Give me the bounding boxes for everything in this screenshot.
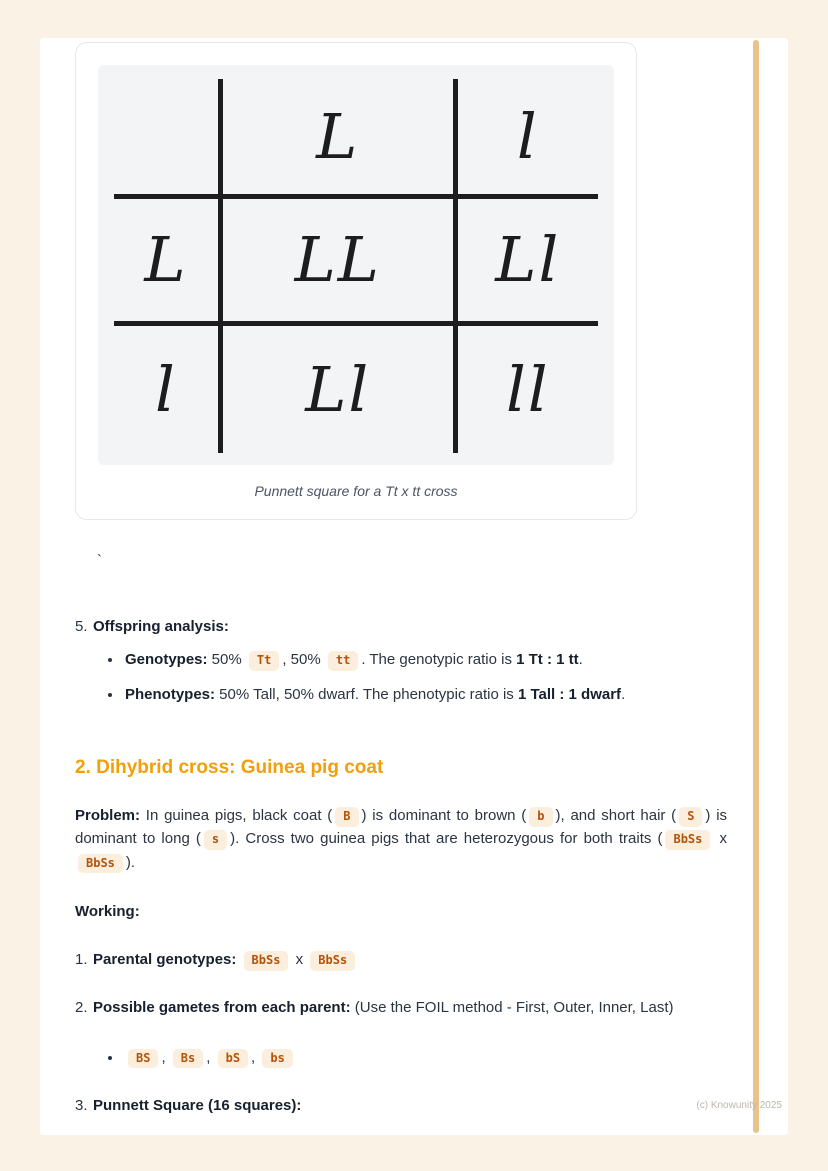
working-label-text: Working: xyxy=(75,902,140,920)
document-content xyxy=(75,615,727,1117)
step-possible-gametes xyxy=(75,996,727,1069)
punnett-col-header-1: L xyxy=(223,79,458,199)
punnett-cell-1-1: LL xyxy=(223,199,458,326)
genotypes-text-3: . The genotypic ratio is xyxy=(361,651,517,669)
problem-text-3: ), and short hair ( xyxy=(555,807,677,825)
punnett-cell-2-1: Ll xyxy=(223,326,458,453)
bullet-phenotypes xyxy=(123,683,727,706)
list-marker: 5. xyxy=(75,618,88,635)
problem-text-5: ). Cross two guinea pigs that are heterozygous for both traits ( xyxy=(230,830,663,848)
problem-text-2: ) is dominant to brown ( xyxy=(361,807,527,825)
list-item-body xyxy=(93,615,727,717)
punnett-figure-card xyxy=(75,42,637,520)
gametes-label: Possible gametes from each parent: xyxy=(93,999,351,1017)
problem-text-4: ) is dominant to long ( xyxy=(75,807,728,848)
parental-genotypes-label: Parental genotypes: xyxy=(93,951,237,969)
code-chip-parent-1: BbSs xyxy=(244,951,289,971)
problem-paragraph xyxy=(75,804,727,874)
punnett-cell-2-2: ll xyxy=(505,352,550,426)
punnett-corner-cell xyxy=(114,79,223,199)
phenotypes-label: Phenotypes: xyxy=(125,685,216,703)
footer-credit: (c) Knowunity 2025 xyxy=(696,1100,782,1111)
gametes-list xyxy=(123,1046,727,1069)
code-chip-BS: BS xyxy=(128,1049,158,1069)
step-marker-1: 1. xyxy=(75,951,88,969)
step-body-2 xyxy=(93,996,727,1069)
step-punnett-square-16 xyxy=(75,1094,727,1117)
punnett-square-16-label: Punnett Square (16 squares): xyxy=(93,1096,302,1114)
code-chip-S: S xyxy=(679,807,702,827)
working-label xyxy=(75,900,727,923)
code-chip-BbSs-1: BbSs xyxy=(665,830,710,850)
problem-text-1: In guinea pigs, black coat ( xyxy=(140,807,333,825)
cross-x: x xyxy=(291,951,308,969)
punnett-square-image xyxy=(98,65,614,465)
gamete-sep-3: , xyxy=(251,1048,260,1066)
list-item-offspring-analysis xyxy=(75,615,727,717)
gamete-sep-1: , xyxy=(161,1048,170,1066)
step-parental-genotypes xyxy=(75,948,727,971)
genotypes-text-2: , 50% xyxy=(282,651,325,669)
gamete-sep-2: , xyxy=(206,1048,215,1066)
code-chip-B: B xyxy=(335,807,358,827)
code-chip-Tt: Tt xyxy=(249,651,279,671)
code-chip-b: b xyxy=(529,807,552,827)
punnett-grid xyxy=(114,79,598,453)
gametes-rest: (Use the FOIL method - First, Outer, Inner, Last) xyxy=(350,999,674,1017)
phenotypes-text-2: . xyxy=(621,685,626,703)
code-chip-BbSs-2: BbSs xyxy=(78,854,123,874)
step-body-3 xyxy=(93,1094,727,1117)
gametes-list-item xyxy=(123,1046,727,1069)
genotypic-ratio: 1 Tt : 1 tt xyxy=(516,651,579,669)
punnett-col-header-2: l xyxy=(458,79,598,199)
offspring-bullet-list xyxy=(93,648,727,706)
punnett-cell-1-2: Ll xyxy=(458,199,598,326)
stray-backtick: ` xyxy=(97,552,102,569)
document-page xyxy=(40,38,788,1135)
code-chip-tt: tt xyxy=(328,651,358,671)
figure-caption: Punnett square for a Tt x tt cross xyxy=(254,483,458,499)
section-heading-dihybrid-cross: 2. Dihybrid cross: Guinea pig coat xyxy=(75,756,384,778)
genotypes-text-1: 50% xyxy=(207,651,246,669)
code-chip-s: s xyxy=(204,830,227,850)
genotypes-text-4: . xyxy=(578,651,583,669)
problem-text-7: ). xyxy=(125,853,136,871)
offspring-analysis-title: Offspring analysis: xyxy=(93,618,229,635)
step-marker-2: 2. xyxy=(75,999,88,1017)
code-chip-Bs: Bs xyxy=(173,1049,203,1069)
problem-label: Problem: xyxy=(75,807,141,825)
code-chip-bs: bs xyxy=(262,1049,292,1069)
scrollbar[interactable] xyxy=(753,40,759,1133)
code-chip-parent-2: BbSs xyxy=(310,951,355,971)
code-chip-bS: bS xyxy=(218,1049,248,1069)
phenotypes-text-1: 50% Tall, 50% dwarf. The phenotypic ratio is xyxy=(215,685,518,703)
genotypes-label: Genotypes: xyxy=(125,651,208,669)
punnett-row-header-2: l xyxy=(114,326,223,453)
punnett-row-header-1: L xyxy=(114,199,223,326)
gametes-heading xyxy=(93,996,727,1019)
phenotypic-ratio: 1 Tall : 1 dwarf xyxy=(517,685,622,703)
bullet-genotypes xyxy=(123,648,727,671)
step-marker-3: 3. xyxy=(75,1096,88,1114)
problem-text-6: x xyxy=(713,830,727,848)
step-body-1 xyxy=(93,948,727,971)
